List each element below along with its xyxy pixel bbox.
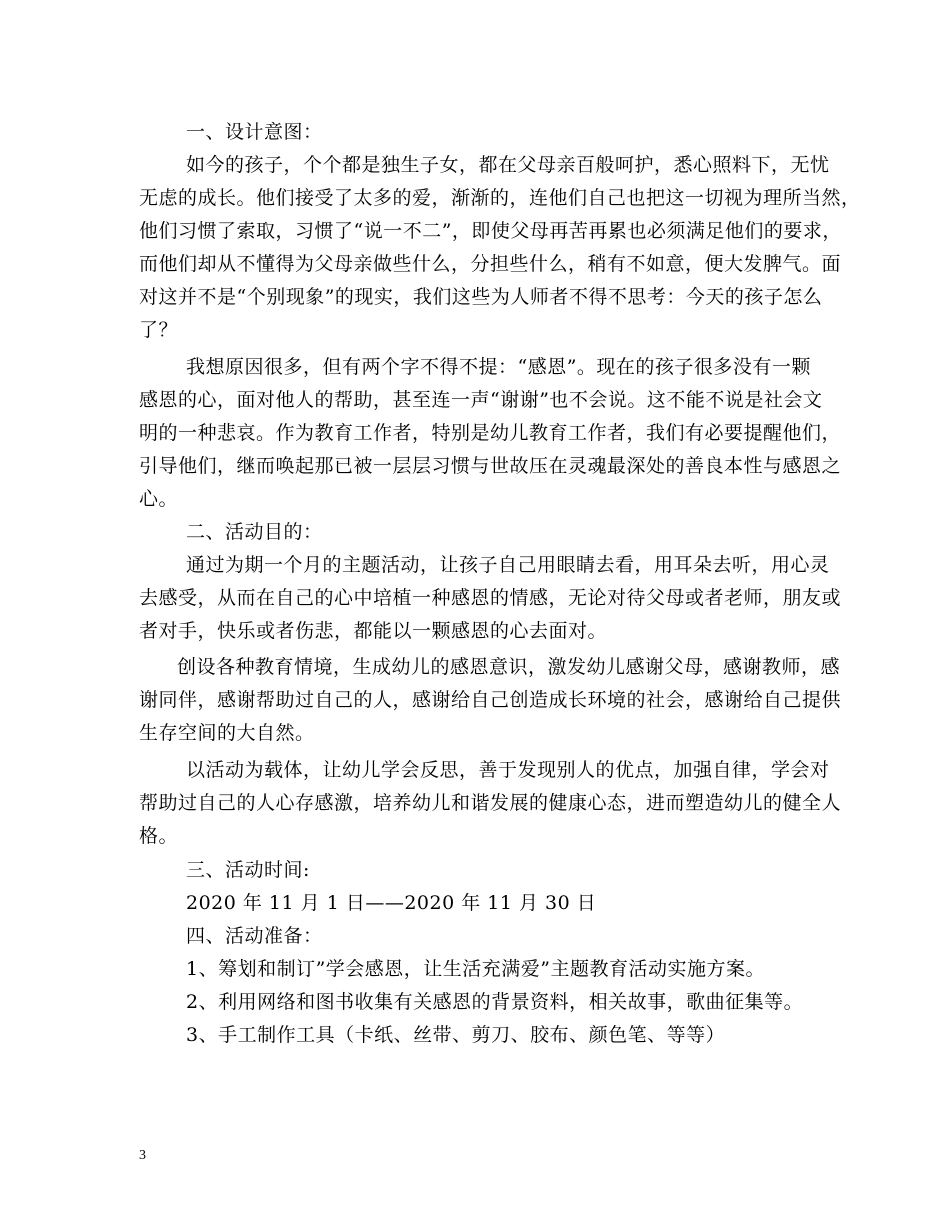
paragraph-line: 了？ xyxy=(139,319,179,341)
paragraph-line: 我想原因很多，但有两个字不得不提：“感恩”。现在的孩子很多没有一颗 xyxy=(186,356,811,378)
paragraph-line: 帮助过自己的人心存感激，培养幼儿和谐发展的健康心态，进而塑造幼儿的健全人 xyxy=(139,792,842,814)
paragraph-line: 者对手，快乐或者伤悲，都能以一颗感恩的心去面对。 xyxy=(139,620,608,642)
list-item: 3、手工制作工具（卡纸、丝带、剪刀、胶布、颜色笔、等等） xyxy=(186,1024,726,1046)
page-number: 3 xyxy=(139,1148,146,1163)
list-item: 1、筹划和制订”学会感恩，让生活充满爱”主题教育活动实施方案。 xyxy=(186,958,766,980)
paragraph-line: 明的一种悲哀。作为教育工作者，特别是幼儿教育工作者，我们有必要提醒他们， xyxy=(139,422,842,444)
heading-activity-time: 三、活动时间: xyxy=(186,859,310,881)
paragraph-line: 他们习惯了索取，习惯了“说一不二”，即使父母再苦再累也必须满足他们的要求， xyxy=(139,220,842,242)
activity-date-range: 2020 年 11 月 1 日——2020 年 11 月 30 日 xyxy=(186,892,597,914)
paragraph-line: 感恩的心，面对他人的帮助，甚至连一声“谢谢”也不会说。这不能不说是社会文 xyxy=(139,389,823,411)
paragraph-line: 无虑的成长。他们接受了太多的爱，渐渐的，连他们自己也把这一切视为理所当然， xyxy=(139,187,861,209)
paragraph-line: 生存空间的大自然。 xyxy=(139,722,315,744)
list-item: 2、利用网络和图书收集有关感恩的背景资料，相关故事，歌曲征集等。 xyxy=(186,991,804,1013)
paragraph-line: 心。 xyxy=(139,488,179,510)
heading-design-intent: 一、设计意图： xyxy=(186,121,323,143)
paragraph-line: 创设各种教育情境，生成幼儿的感恩意识，激发幼儿感谢父母，感谢教师，感 xyxy=(177,656,841,678)
paragraph-line: 对这并不是“个别现象”的现实，我们这些为人师者不得不思考：今天的孩子怎么 xyxy=(139,286,823,308)
paragraph-line: 谢同伴，感谢帮助过自己的人，感谢给自己创造成长环境的社会，感谢给自己提供 xyxy=(139,689,842,711)
heading-activity-preparation: 四、活动准备： xyxy=(186,925,323,947)
paragraph-line: 去感受，从而在自己的心中培植一种感恩的情感，无论对待父母或者老师，朋友或 xyxy=(139,587,842,609)
paragraph-line: 以活动为载体，让幼儿学会反思，善于发现别人的优点，加强自律，学会对 xyxy=(186,759,830,781)
paragraph-line: 格。 xyxy=(139,825,179,847)
paragraph-line: 引导他们，继而唤起那已被一层层习惯与世故压在灵魂最深处的善良本性与感恩之 xyxy=(139,455,842,477)
heading-activity-goal: 二、活动目的： xyxy=(186,521,323,543)
paragraph-line: 如今的孩子，个个都是独生子女，都在父母亲百般呵护，悉心照料下，无忧 xyxy=(186,154,830,176)
paragraph-line: 通过为期一个月的主题活动，让孩子自己用眼睛去看，用耳朵去听，用心灵 xyxy=(186,554,830,576)
paragraph-line: 而他们却从不懂得为父母亲做些什么，分担些什么，稍有不如意，便大发脾气。面 xyxy=(139,253,842,275)
